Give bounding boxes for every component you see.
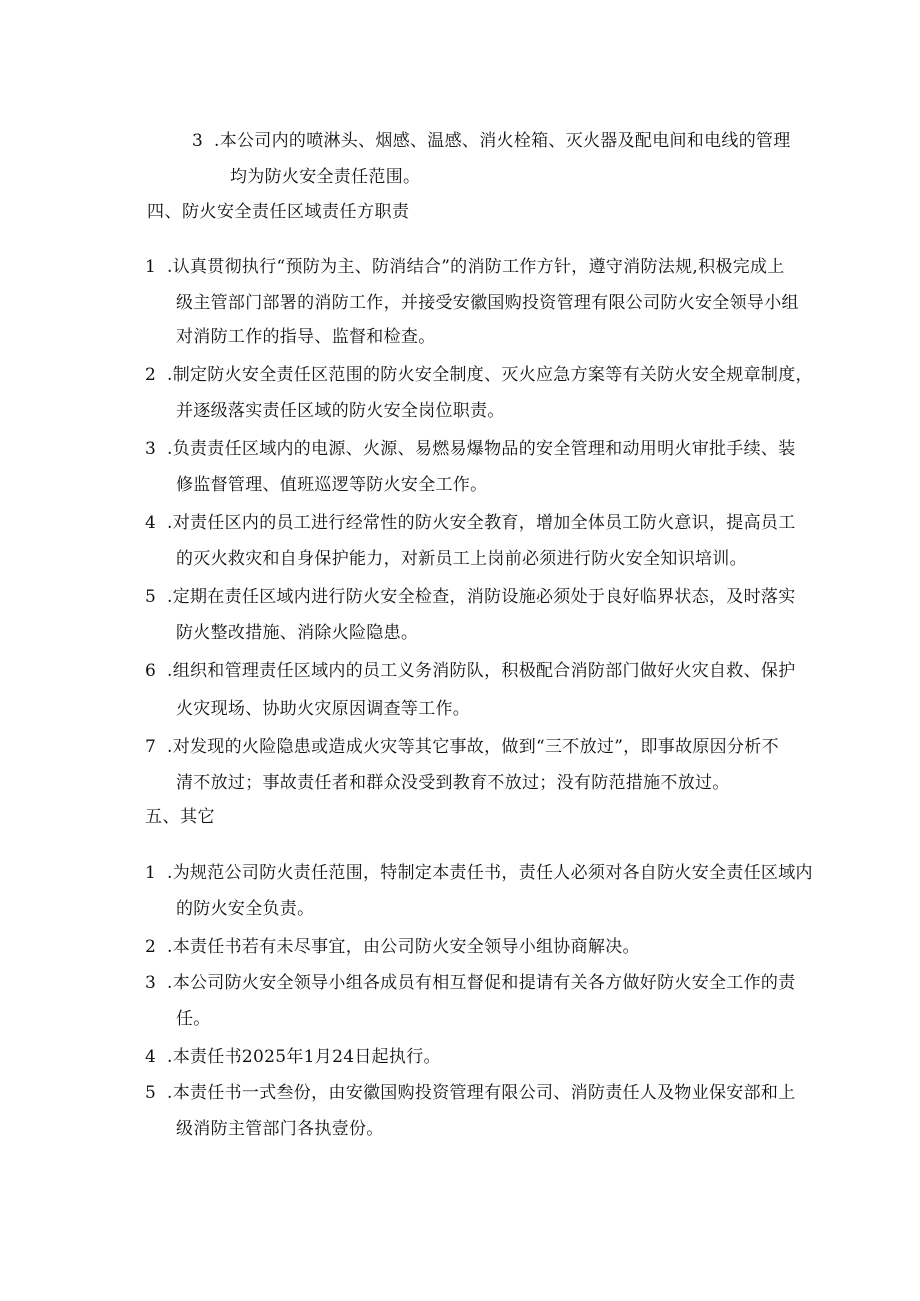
- list-item-line: [176, 772, 730, 794]
- list-item-line: [145, 586, 796, 608]
- item-number: 5: [145, 587, 157, 607]
- item-text: 火灾现场、协助火灾原因调查等工作。: [176, 699, 471, 719]
- item-text: 并逐级落实责任区域的防火安全岗位职责。: [176, 401, 505, 421]
- list-item-line: [145, 364, 813, 386]
- list-item-line: [176, 326, 436, 348]
- item-text: .本责任书若有未尽事宜，由公司防火安全领导小组协商解决。: [167, 937, 640, 957]
- item-text: .本公司内的喷淋头、烟感、温感、消火栓箱、灭火器及配电间和电线的管理: [214, 131, 791, 151]
- item-text: .本责任书2025年1月24日起执行。: [167, 1047, 441, 1067]
- list-item-line: [145, 512, 796, 534]
- item-number: 3: [145, 439, 157, 459]
- item-text: .组织和管理责任区域内的员工义务消防队，积极配合消防部门做好火灾自救、保护: [167, 661, 796, 681]
- item-text: .负责责任区域内的电源、火源、易燃易爆物品的安全管理和动用明火审批手续、装: [167, 439, 796, 459]
- item-number: 4: [145, 513, 157, 533]
- list-item-line: [176, 1118, 384, 1140]
- item-text: .对责任区内的员工进行经常性的防火安全教育，增加全体员工防火意识，提高员工: [167, 513, 796, 533]
- item-text: 防火整改措施、消除火险隐患。: [176, 623, 419, 643]
- item-text: 的防火安全负责。: [176, 899, 315, 919]
- list-item-line: [192, 130, 791, 152]
- list-item-line: [176, 1008, 211, 1030]
- item-number: 1: [145, 863, 157, 883]
- list-item-line: [230, 166, 420, 188]
- list-item-line: [145, 660, 796, 682]
- section-heading: 四、防火安全责任区域责任方职责: [147, 202, 410, 222]
- list-item-line: [176, 292, 799, 314]
- item-text: 均为防火安全责任范围。: [230, 167, 421, 187]
- list-item-line: [145, 936, 640, 958]
- item-text: .本公司防火安全领导小组各成员有相互督促和提请有关各方做好防火安全工作的责: [167, 973, 796, 993]
- item-text: .为规范公司防火责任范围，特制定本责任书，责任人必须对各自防火安全责任区域内: [167, 863, 813, 883]
- list-item-line: [176, 400, 505, 422]
- list-item-line: [145, 862, 813, 884]
- list-item-line: [176, 474, 487, 496]
- list-item-line: [176, 622, 418, 644]
- item-number: 3: [145, 973, 157, 993]
- item-text: .本责任书一式叁份，由安徽国购投资管理有限公司、消防责任人及物业保安部和上: [167, 1083, 796, 1103]
- item-number: 4: [145, 1047, 157, 1067]
- item-text: 级消防主管部门各执壹份。: [176, 1119, 384, 1139]
- list-item-line: [176, 898, 314, 920]
- item-text: 清不放过；事故责任者和群众没受到教育不放过；没有防范措施不放过。: [176, 773, 730, 793]
- item-text: .认真贯彻执行“预防为主、防消结合”的消防工作方针，遵守消防法规,积极完成上: [167, 257, 785, 277]
- item-number: 5: [145, 1083, 157, 1103]
- list-item-line: [176, 548, 747, 570]
- item-text: 对消防工作的指导、监督和检查。: [176, 327, 436, 347]
- item-number: 2: [145, 365, 157, 385]
- item-text: .定期在责任区域内进行防火安全检查，消防设施必须处于良好临界状态，及时落实: [167, 587, 796, 607]
- list-item-line: [176, 698, 470, 720]
- item-text: .对发现的火险隐患或造成火灾等其它事故，做到“三不放过”，即事故原因分析不: [167, 737, 779, 757]
- item-number: 3: [192, 131, 204, 151]
- item-text: 任。: [176, 1009, 211, 1029]
- item-text: .制定防火安全责任区范围的防火安全制度、灭火应急方案等有关防火安全规章制度，: [167, 365, 813, 385]
- item-text: 修监督管理、值班巡逻等防火安全工作。: [176, 475, 488, 495]
- item-number: 7: [145, 737, 157, 757]
- list-item-line: [145, 972, 796, 994]
- item-text: 的灭火救灾和自身保护能力，对新员工上岗前必须进行防火安全知识培训。: [176, 549, 747, 569]
- item-number: 6: [145, 661, 157, 681]
- section-heading: 五、其它: [145, 807, 215, 827]
- list-item-line: [145, 736, 779, 758]
- item-number: 2: [145, 937, 157, 957]
- list-item-line: [145, 438, 796, 460]
- list-item-line: [145, 1046, 441, 1068]
- item-text: 级主管部门部署的消防工作，并接受安徽国购投资管理有限公司防火安全领导小组: [176, 293, 799, 313]
- list-item-line: [145, 1082, 796, 1104]
- list-item-line: [145, 256, 785, 278]
- item-number: 1: [145, 257, 157, 277]
